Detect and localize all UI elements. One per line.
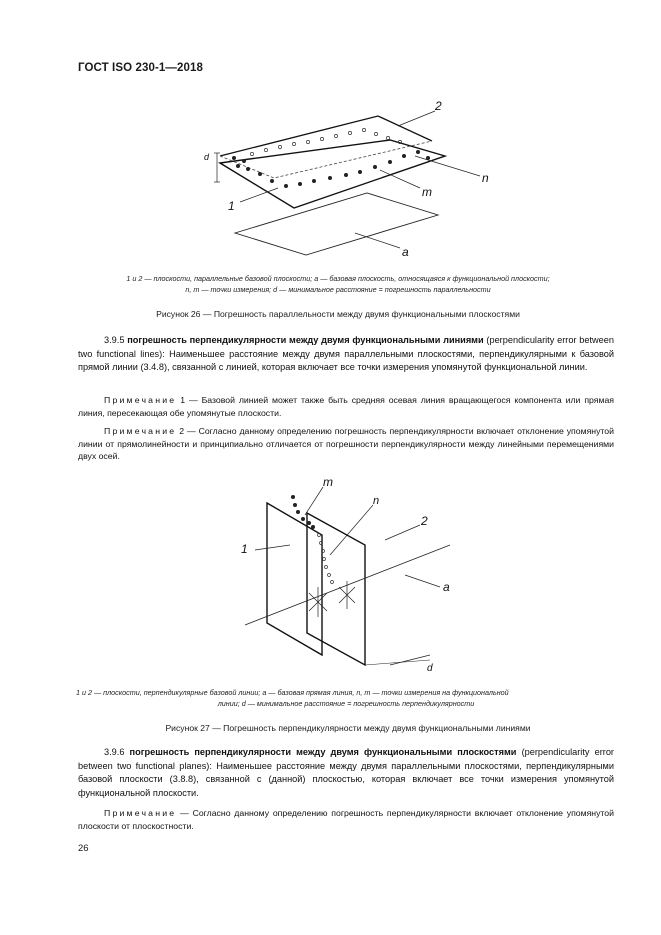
figure-27-legend xyxy=(76,688,616,709)
leader-2 xyxy=(385,525,420,540)
note-2-label: Примечание xyxy=(104,426,177,436)
label-d: d xyxy=(204,152,210,162)
figure-26-caption: Рисунок 26 — Погрешность параллельности между двумя функциональными плоскостями xyxy=(156,309,520,319)
plane-1 xyxy=(220,140,445,208)
leader-m xyxy=(305,487,323,515)
section-3-9-5 xyxy=(78,334,614,375)
label-n: n xyxy=(373,495,380,507)
figure-27-legend-line-1: 1 и 2 — плоскости, перпендикулярные базовой линии; a — базовая прямая линия, n, m — точки измерения на функциональной xyxy=(76,688,509,697)
base-line-a xyxy=(245,545,450,625)
section-3-9-6 xyxy=(78,746,614,800)
label-2: 2 xyxy=(435,99,442,113)
note-3-9-6 xyxy=(78,807,614,832)
figure-26-legend-line-1: 1 и 2 — плоскости, параллельные базовой плоскости; a — базовая плоскость, относящаяся к функциональной плоскости; xyxy=(126,274,550,283)
note-1-label: Примечание xyxy=(104,395,177,405)
note-1 xyxy=(78,394,614,419)
figure-26-legend xyxy=(78,274,598,295)
label-2: 2 xyxy=(421,514,428,528)
section-3-9-5-term: погрешность перпендикулярности между двумя функциональными линиями xyxy=(127,335,484,345)
figure-26-diagram xyxy=(190,98,510,258)
page-number: 26 xyxy=(78,843,89,854)
note-3-9-6-label: Примечание xyxy=(104,808,177,818)
plane-2 xyxy=(307,513,365,665)
section-3-9-6-text: (perpendicularity error between two functional planes): Наименьшее расстояние между двумя параллельными плоскостями, перпендикулярными базовой плоскости (3.8.8), связанной с (данной) плоскостью, которая включает все точки измерения упомянутой функциональной плоскости. xyxy=(78,747,614,798)
leader-a xyxy=(355,233,400,248)
label-n: n xyxy=(482,171,489,185)
label-a: a xyxy=(443,580,450,594)
points-n xyxy=(318,534,334,584)
section-3-9-5-number: 3.9.5 xyxy=(104,335,125,345)
leader-1 xyxy=(255,545,290,550)
note-3-9-6-text: — Согласно данному определению погрешность перпендикулярности включает отклонение упомянутой плоскости от плоскостности. xyxy=(78,808,614,831)
label-m: m xyxy=(422,185,432,199)
figure-26-legend-line-2: n, m — точки измерения; d — минимальное расстояние = погрешность параллельности xyxy=(185,284,491,294)
section-3-9-5-text: (perpendicularity error between two functional lines): Наименьшее расстояние между двумя параллельными плоскостями, перпендикулярными к базовой прямой линии (3.4.8), связанной с линией, которая включает все точки измерения упомянутой функциональной линии. xyxy=(78,335,614,373)
section-3-9-6-number: 3.9.6 xyxy=(104,747,125,757)
note-2-text: 2 — Согласно данному определению погрешность перпендикулярности включает отклонение упомянутой линии от прямолинейности и принципиально отличается от погрешности перпендикулярности между линейными перемещениями двух осей. xyxy=(78,426,614,462)
leader-2 xyxy=(398,111,435,126)
figure-27-diagram xyxy=(225,475,475,675)
points-m xyxy=(232,150,430,188)
label-m: m xyxy=(323,475,333,489)
label-d: d xyxy=(427,663,433,674)
dim-d-line xyxy=(390,655,430,665)
leader-n xyxy=(415,156,480,176)
figure-27-caption: Рисунок 27 — Погрешность перпендикулярности между двумя функциональными линиями xyxy=(165,723,531,733)
plane-2-edges xyxy=(220,116,432,156)
label-1: 1 xyxy=(241,542,248,556)
plane-2-hidden xyxy=(220,141,432,178)
label-a: a xyxy=(402,245,409,258)
note-1-text: 1 — Базовой линией может также быть средняя осевая линия вращающегося компонента или прямая линия, пересекающая обе упомянутые плоскости. xyxy=(78,395,614,418)
leader-m xyxy=(380,170,420,188)
figure-27-legend-line-2: линии; d — минимальное расстояние = погрешность перпендикулярности xyxy=(217,698,475,708)
leader-a xyxy=(405,575,440,587)
note-2 xyxy=(78,425,614,463)
label-1: 1 xyxy=(228,199,235,213)
section-3-9-6-term: погрешность перпендикулярности между двумя функциональными плоскостями xyxy=(129,747,517,757)
document-header: ГОСТ ISO 230-1—2018 xyxy=(78,62,203,74)
